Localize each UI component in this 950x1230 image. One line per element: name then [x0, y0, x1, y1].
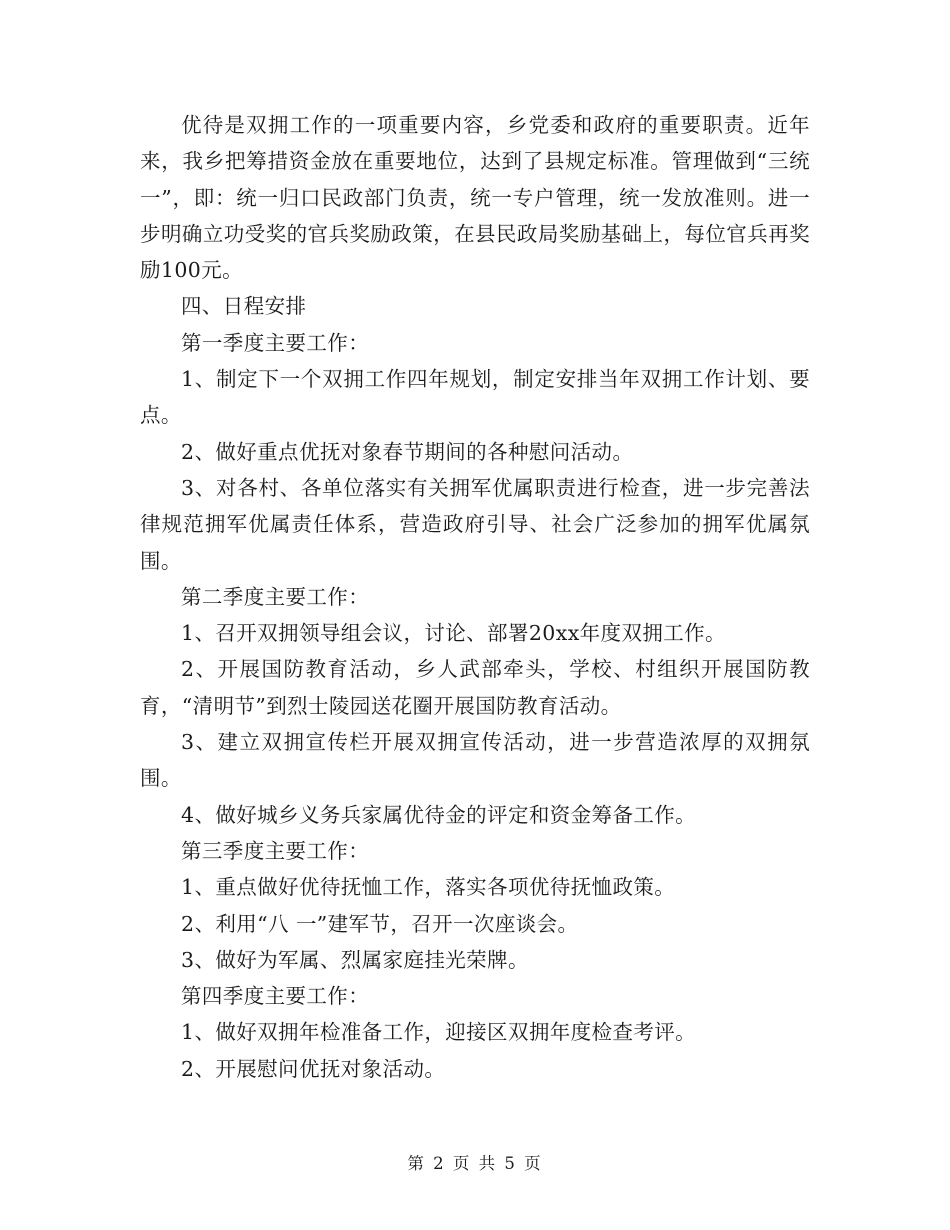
list-item: 4、做好城乡义务兵家属优待金的评定和资金筹备工作。 — [181, 802, 697, 827]
list-item: 2、开展慰问优抚对象活动。 — [181, 1056, 446, 1081]
quarter-heading: 第一季度主要工作： — [181, 330, 370, 355]
section-heading: 四、日程安排 — [181, 294, 307, 319]
quarter-heading: 第三季度主要工作： — [181, 838, 370, 863]
paragraph: 优待是双拥工作的一项重要内容，乡党委和政府的重要职责。近年来，我乡把筹措资金放在重要地位，达到了县规定标准。管理做到“三统一”，即：统一归口民政部门负责，统一专户管理，统一发放准则。进一步明确立功受奖的官兵奖励政策，在县民政局奖励基础上，每位官兵再奖励100元。 — [140, 113, 810, 283]
list-item: 1、重点做好优待抚恤工作，落实各项优待抚恤政策。 — [181, 875, 676, 900]
document-body — [140, 107, 810, 1087]
quarter-heading: 第四季度主要工作： — [181, 984, 370, 1009]
list-item: 1、制定下一个双拥工作四年规划，制定安排当年双拥工作计划、要点。 — [140, 367, 810, 428]
list-item: 2、开展国防教育活动，乡人武部牵头，学校、村组织开展国防教育，“清明节”到烈士陵园送花圈开展国防教育活动。 — [140, 657, 810, 718]
quarter-heading: 第二季度主要工作： — [181, 584, 370, 609]
list-item: 1、做好双拥年检准备工作，迎接区双拥年度检查考评。 — [181, 1020, 697, 1045]
list-item: 3、对各村、各单位落实有关拥军优属职责进行检查，进一步完善法律规范拥军优属责任体系，营造政府引导、社会广泛参加的拥军优属氛围。 — [140, 475, 810, 573]
list-item: 3、做好为军属、烈属家庭挂光荣牌。 — [181, 947, 529, 972]
list-item: 2、做好重点优抚对象春节期间的各种慰问活动。 — [181, 439, 634, 464]
page-number-footer: 第 2 页 共 5 页 — [407, 1154, 543, 1173]
list-item: 2、利用“八 一”建军节，召开一次座谈会。 — [181, 911, 579, 936]
list-item: 3、建立双拥宣传栏开展双拥宣传活动，进一步营造浓厚的双拥氛围。 — [140, 730, 810, 791]
list-item: 1、召开双拥领导组会议，讨论、部署20xx年度双拥工作。 — [181, 621, 726, 646]
